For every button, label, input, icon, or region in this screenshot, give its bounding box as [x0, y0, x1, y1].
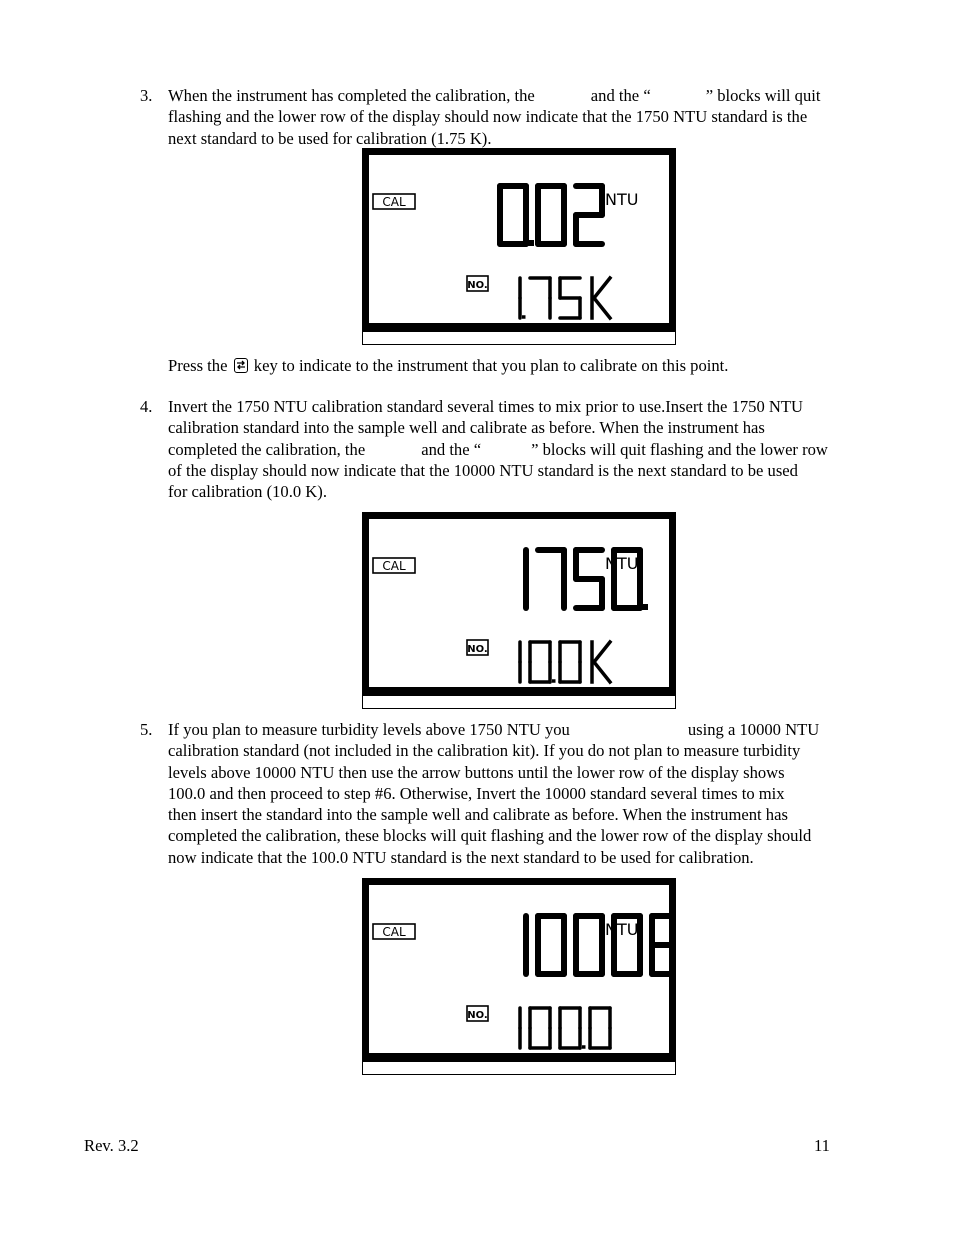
ntu-unit-label: NTU — [605, 920, 639, 939]
enter-key-icon — [234, 358, 248, 373]
press-enter-instruction — [168, 355, 896, 376]
step-5-line3: levels above 10000 NTU then use the arrow buttons until the lower row of the display shows — [168, 762, 785, 782]
step-3-number: 3. — [140, 86, 153, 105]
step-5-text — [168, 719, 896, 868]
step-4-line3a: completed the calibration, the — [168, 439, 366, 459]
lcd-display-2 — [362, 512, 676, 708]
step-4-line4: of the display should now indicate that the 10000 NTU standard is the next standard to be used — [168, 460, 798, 480]
step-4-line3c: ” blocks will quit flashing and the lower row — [531, 439, 828, 459]
step-5-line1a: If you plan to measure turbidity levels above 1750 NTU you — [168, 720, 570, 739]
step-4-number: 4. — [140, 397, 153, 416]
no-label: NO. — [467, 644, 488, 655]
lower-reading-decimal-point — [552, 679, 556, 683]
step-5-line1b: using a 10000 NTU — [687, 720, 820, 739]
step-3-line1b: and the “ — [590, 86, 651, 105]
cal-label: CAL — [382, 559, 406, 573]
step-3-line2: flashing and the lower row of the display should now indicate that the 1750 NTU standard is the — [168, 107, 808, 127]
ntu-unit-label: NTU — [605, 554, 639, 573]
step-4-line5: for calibration (10.0 K). — [168, 482, 327, 502]
cal-label: CAL — [382, 195, 406, 209]
step-4-text — [168, 396, 896, 502]
step-3-text — [168, 85, 896, 149]
step-4-line1: Invert the 1750 NTU calibration standard several times to mix prior to use.Insert the 1750 NTU — [168, 397, 804, 416]
main-reading-decimal-point — [642, 604, 648, 610]
no-label: NO. — [467, 1010, 488, 1021]
revision-label: Rev. 3.2 — [84, 1136, 139, 1155]
lower-reading-decimal-point — [582, 1045, 586, 1049]
press-after: key to indicate to the instrument that you plan to calibrate on this point. — [253, 356, 729, 375]
lcd-display-3 — [362, 878, 676, 1074]
main-reading-decimal-point — [528, 240, 534, 246]
step-3-line3: next standard to be used for calibration (1.75 K). — [168, 128, 492, 148]
step-5-line7: now indicate that the 100.0 NTU standard is the next standard to be used for calibration. — [168, 847, 754, 867]
page-number: 11 — [814, 1136, 830, 1155]
step-5-line6: completed the calibration, these blocks will quit flashing and the lower row of the display should — [168, 826, 812, 846]
press-before: Press the — [168, 356, 228, 375]
step-5-line4: 100.0 and then proceed to step #6. Otherwise, Invert the 10000 standard several times to mix — [168, 783, 785, 803]
cal-label: CAL — [382, 925, 406, 939]
step-3-line1c: ” blocks will quit — [705, 86, 821, 105]
no-label: NO. — [467, 280, 488, 291]
step-5-line2: calibration standard (not included in the calibration kit). If you do not plan to measure turbidity — [168, 741, 801, 761]
ntu-unit-label: NTU — [605, 190, 639, 209]
lcd-display-1 — [362, 148, 676, 344]
step-5-number: 5. — [140, 720, 153, 739]
step-4-line3b: and the “ — [421, 439, 482, 459]
step-3-line1a: When the instrument has completed the calibration, the — [168, 86, 535, 105]
step-4-line2: calibration standard into the sample well and calibrate as before. When the instrument has — [168, 418, 765, 438]
lower-reading-decimal-point — [522, 315, 526, 319]
step-5-line5: then insert the standard into the sample well and calibrate as before. When the instrument has — [168, 805, 788, 825]
